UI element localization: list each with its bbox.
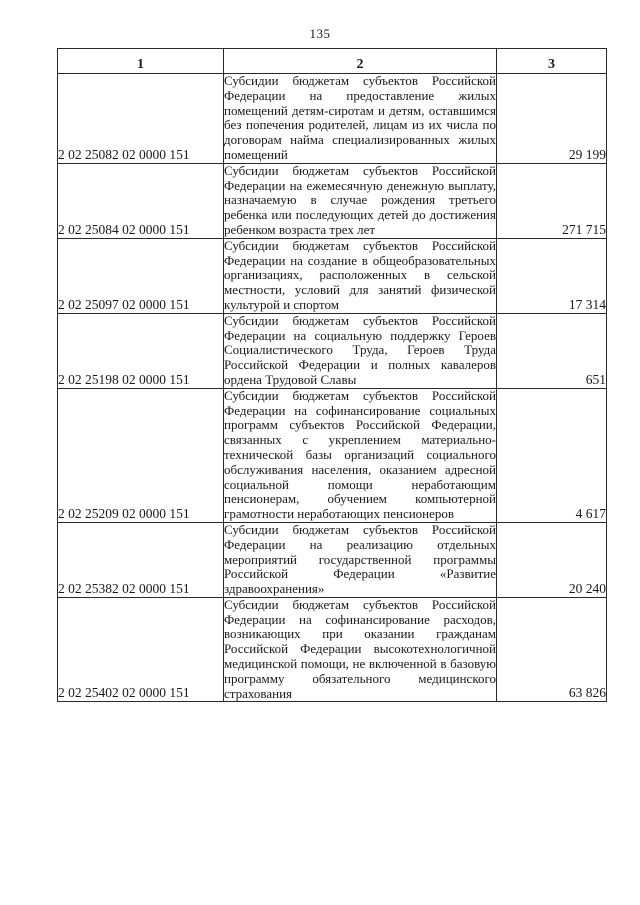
budget-code: 2 02 25402 02 0000 151 <box>58 597 224 702</box>
row-description: Субсидии бюджетам субъектов Российской Федерации на предоставление жилых помещений детям-сиротам и детям, оставшимся без попечения родителей, лицам из их числа по договорам найма специализированных жилых помещений <box>224 73 496 162</box>
row-amount: 20 240 <box>497 522 607 597</box>
column-header-2: 2 <box>224 49 497 74</box>
row-description: Субсидии бюджетам субъектов Российской Федерации на реализацию отдельных мероприятий государственной программы Российской Федерации «Развитие здравоохранения» <box>224 521 496 597</box>
table-row <box>58 388 607 522</box>
row-description: Субсидии бюджетам субъектов Российской Федерации на социальную поддержку Героев Социалистического Труда, Героев Труда Российской Федерации и полных кавалеров ордена Трудовой Славы <box>224 312 496 387</box>
row-amount: 271 715 <box>497 163 607 238</box>
table-row <box>58 238 607 313</box>
header-row <box>58 49 607 74</box>
column-header-1: 1 <box>58 49 224 74</box>
table-row <box>58 313 607 388</box>
row-amount: 63 826 <box>497 597 607 702</box>
row-amount: 17 314 <box>497 238 607 313</box>
row-amount: 29 199 <box>497 74 607 164</box>
row-description: Субсидии бюджетам субъектов Российской Федерации на софинансирование расходов, возникающих при оказании гражданам Российской Федерации высокотехнологичной медицинской помощи, не включенной в базовую программу обязательного медицинского страхования <box>224 596 496 701</box>
table-row <box>58 597 607 702</box>
table-row <box>58 163 607 238</box>
budget-table <box>57 48 607 702</box>
row-description: Субсидии бюджетам субъектов Российской Федерации на создание в общеобразовательных организациях, расположенных в сельской местности, условий для занятий физической культурой и спортом <box>224 237 496 312</box>
row-description: Субсидии бюджетам субъектов Российской Федерации на софинансирование социальных программ субъектов Российской Федерации, связанных с укреплением материально-технической базы организаций социального обслуживания населения, оказанием адресной социальной помощи неработающим пенсионерам, обучением компьютерной грамотности неработающих пенсионеров <box>224 387 496 522</box>
row-amount: 4 617 <box>497 388 607 522</box>
column-header-3: 3 <box>497 49 607 74</box>
budget-code: 2 02 25209 02 0000 151 <box>58 388 224 522</box>
row-amount: 651 <box>497 313 607 388</box>
table-row <box>58 74 607 164</box>
budget-code: 2 02 25082 02 0000 151 <box>58 74 224 164</box>
table-row <box>58 522 607 597</box>
budget-code: 2 02 25084 02 0000 151 <box>58 163 224 238</box>
page-number: 135 <box>309 26 331 41</box>
row-description: Субсидии бюджетам субъектов Российской Федерации на ежемесячную денежную выплату, назначаемую в случае рождения третьего ребенка или последующих детей до достижения ребенком возраста трех лет <box>224 162 496 237</box>
budget-code: 2 02 25198 02 0000 151 <box>58 313 224 388</box>
budget-code: 2 02 25382 02 0000 151 <box>58 522 224 597</box>
budget-code: 2 02 25097 02 0000 151 <box>58 238 224 313</box>
